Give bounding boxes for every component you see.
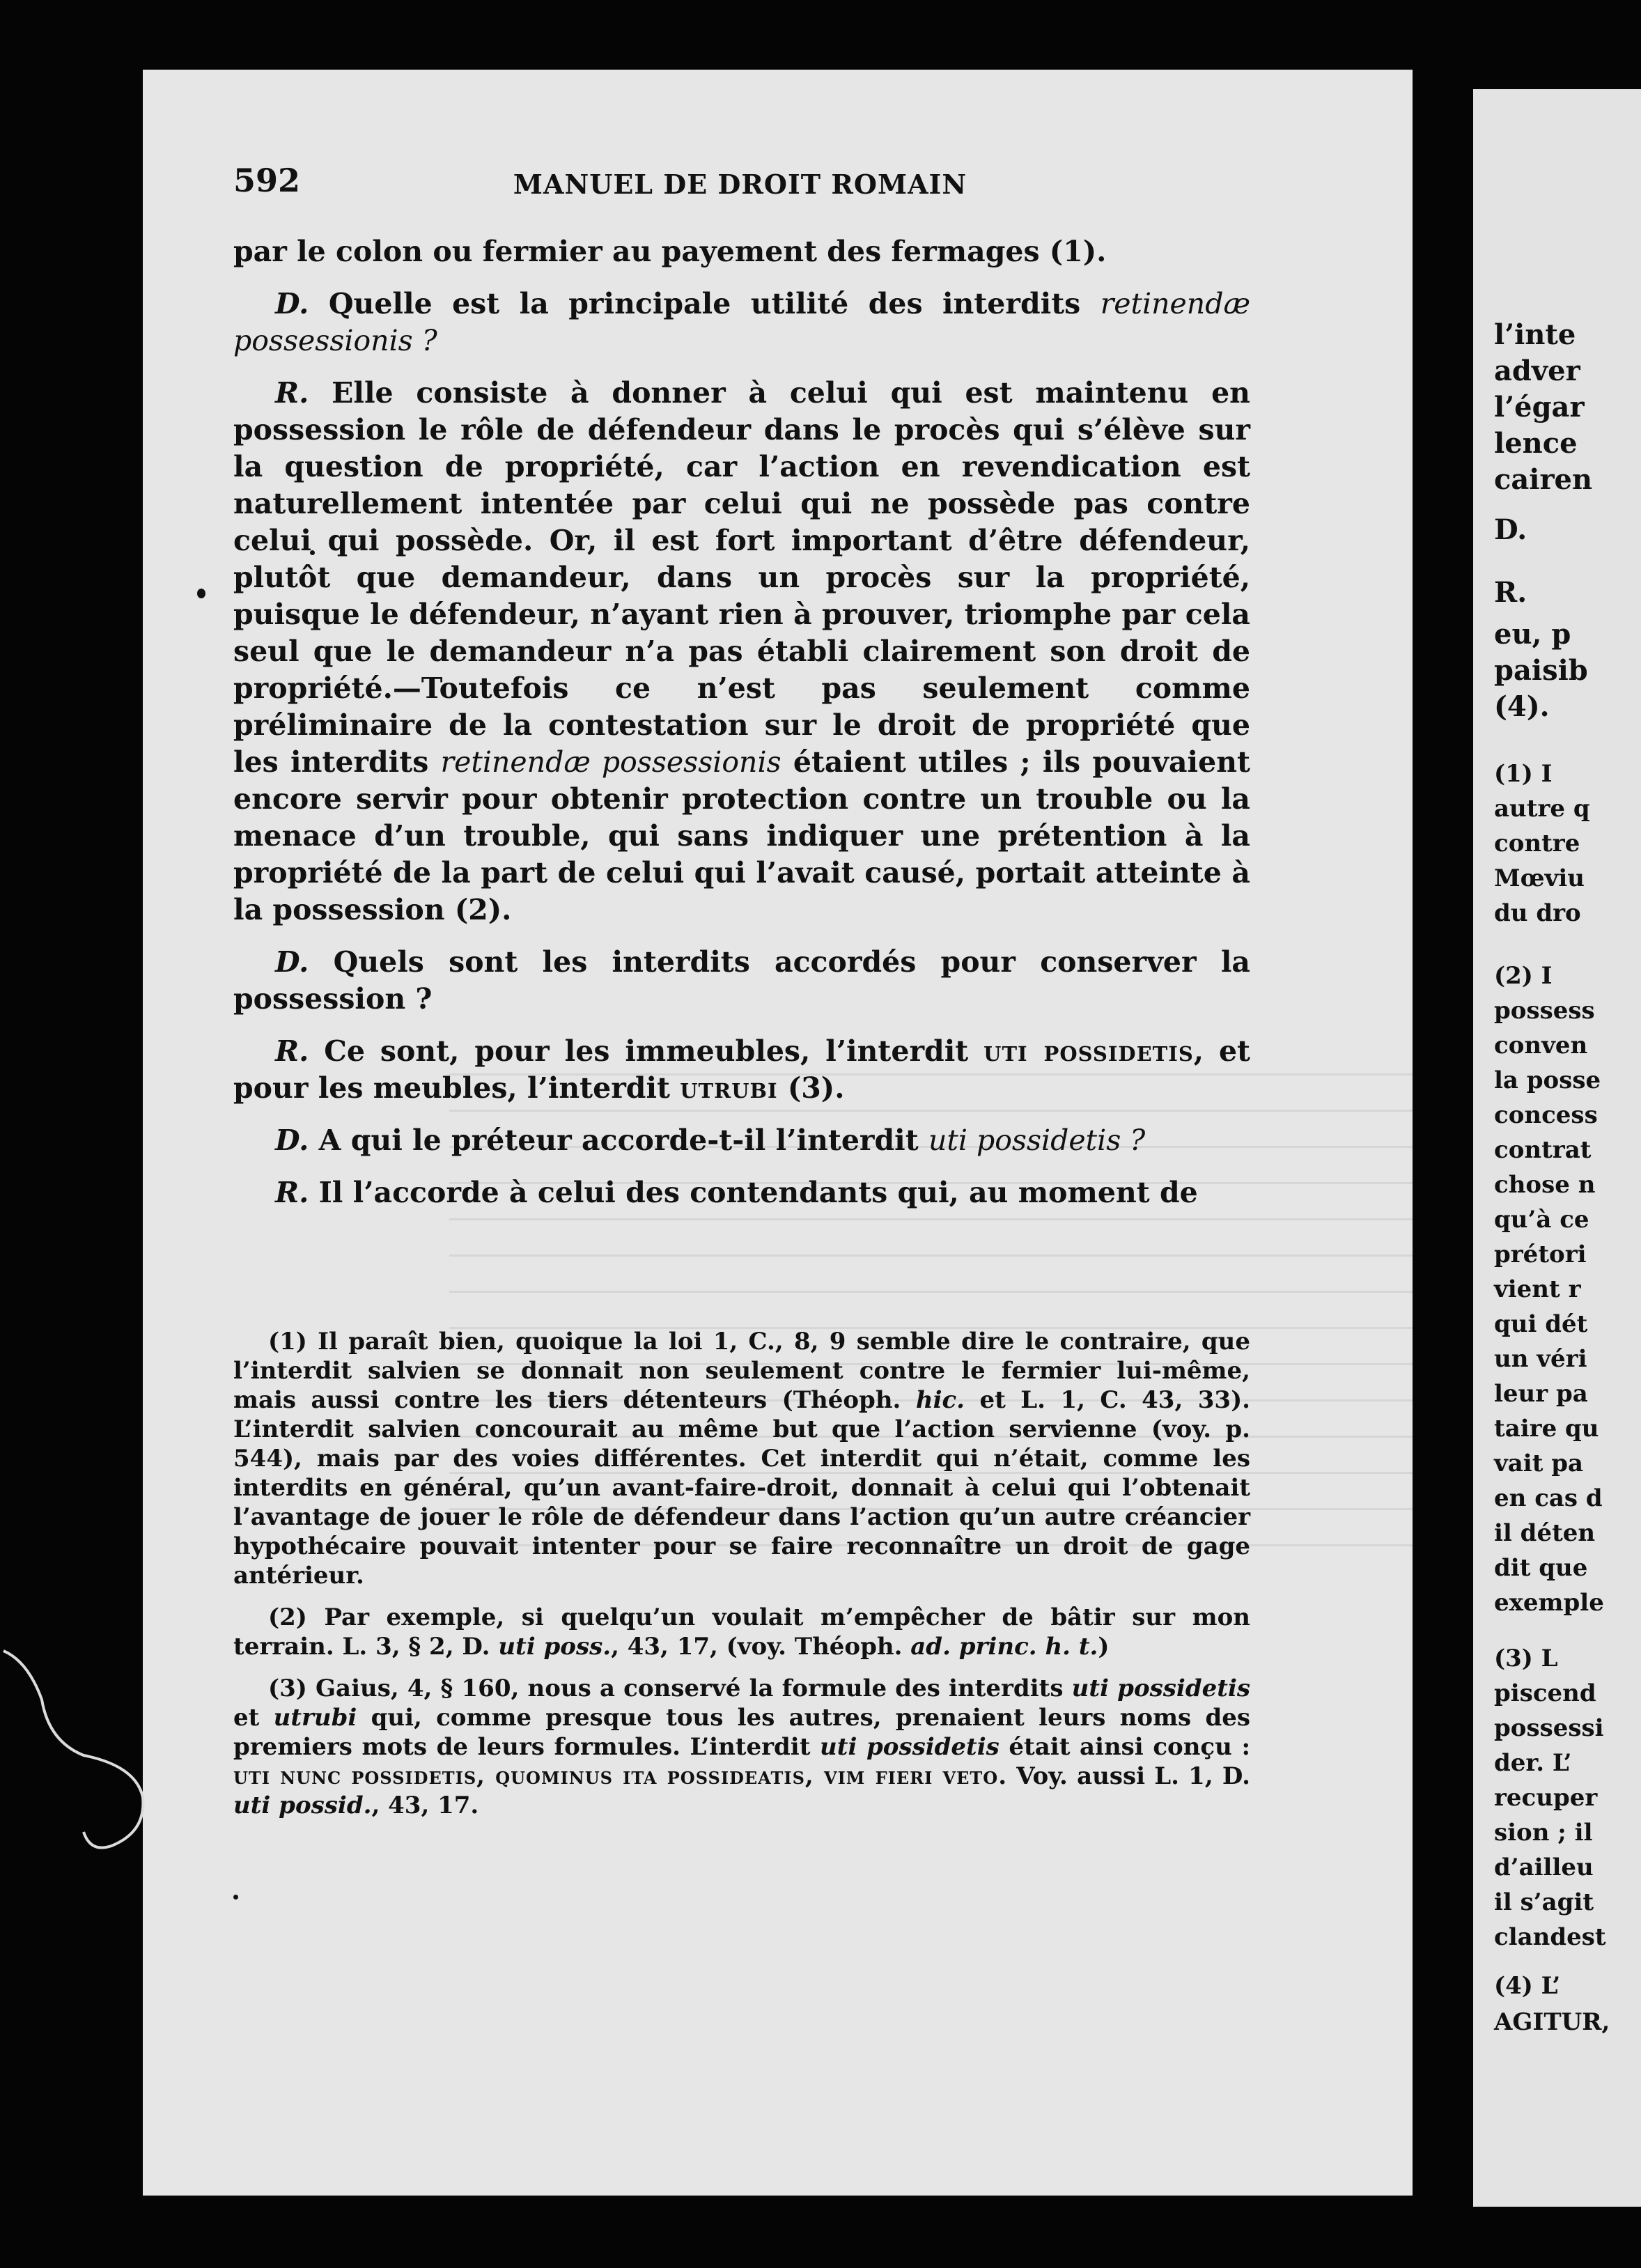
adjacent-page-fragment: R.: [1494, 576, 1527, 609]
adjacent-page-fragment: il déten: [1494, 1519, 1596, 1547]
footnote-text: qui, comme presque tous les autres, prenaient leurs noms des premiers mots de leurs formules. L’interdit: [233, 1704, 1250, 1761]
adjacent-page-fragment: adver: [1494, 355, 1580, 387]
adjacent-page-fragment: sion ; il: [1494, 1819, 1593, 1847]
italic-term: retinendæ possessionis: [440, 745, 781, 779]
adjacent-page-fragment: il s’agit: [1494, 1888, 1594, 1916]
page-number: 592: [233, 162, 301, 199]
adjacent-page-fragment: paisib: [1494, 654, 1588, 687]
adjacent-page-fragment: eu, p: [1494, 618, 1571, 651]
answer-marker: R.: [275, 1176, 309, 1209]
adjacent-page-fragment: (4).: [1494, 690, 1550, 723]
paragraph: [233, 233, 1250, 270]
question-marker: D.: [275, 945, 309, 979]
footnote-text: était ainsi conçu :: [999, 1733, 1250, 1761]
adjacent-page-fragment: dit que: [1494, 1554, 1588, 1582]
adjacent-page-fragment: exemple: [1494, 1589, 1604, 1617]
adjacent-page-fragment: prétori: [1494, 1241, 1587, 1268]
footnote-text: (1) Il paraît bien, quoique la loi 1, C., 8, 9 semble dire le contraire, que l’interdit salvien se donnait non seulement contre le fermier lui-même, mais aussi contre les tiers détenteurs (Théoph.: [233, 1328, 1250, 1414]
adjacent-page-fragment: un véri: [1494, 1345, 1587, 1373]
adjacent-page-fragment: l’inte: [1494, 318, 1576, 351]
italic-term: retinendæ possessionis ?: [233, 287, 1250, 357]
paragraph-text: , et pour les meubles, l’interdit: [233, 1034, 1250, 1105]
ink-speck: [233, 1895, 238, 1900]
adjacent-page-fragment: possessi: [1494, 1714, 1604, 1742]
answer-marker: R.: [275, 376, 309, 410]
paragraph-text: Quelle est la principale utilité des interdits: [309, 287, 1101, 320]
adjacent-page-fragment: clandest: [1494, 1923, 1606, 1951]
small-caps-term: uti nunc possidetis, quominus ita possideatis, vim fieri veto.: [233, 1762, 1008, 1790]
footnote-2: [233, 1603, 1250, 1661]
adjacent-page-fragment: contrat: [1494, 1136, 1592, 1164]
paragraph-text: Il l’accorde à celui des contendants qui, au moment de: [309, 1176, 1198, 1209]
adjacent-page-fragment: l’égar: [1494, 391, 1585, 424]
adjacent-page-fragment: recuper: [1494, 1784, 1598, 1812]
adjacent-page-fragment: chose n: [1494, 1171, 1596, 1199]
small-caps-term: utrubi: [680, 1071, 778, 1105]
main-text: [233, 233, 1250, 1227]
paragraph-text: étaient utiles ; ils pouvaient encore servir pour obtenir protection contre un trouble ou la menace d’un trouble, qui sans indiquer une prétention à la propriété de la part de celui qui l’avait causé, portait atteinte à la possession (2).: [233, 745, 1250, 926]
footnote-text: (2) Par exemple, si quelqu’un voulait m’empêcher de bâtir sur mon terrain. L. 3, § 2, D.: [233, 1603, 1250, 1661]
paragraph-text: Quels sont les interdits accordés pour conserver la possession ?: [233, 945, 1250, 1016]
ink-speck: [197, 589, 205, 598]
adjacent-page-fragment: (2) I: [1494, 962, 1553, 990]
adjacent-page-fragment: la posse: [1494, 1066, 1601, 1094]
question-marker: D.: [275, 287, 309, 320]
small-caps-term: uti possidetis: [983, 1034, 1194, 1068]
italic-term: uti possid.: [233, 1792, 372, 1819]
footnote-text: ): [1098, 1633, 1110, 1661]
footnote-1: [233, 1327, 1250, 1590]
question-paragraph: [233, 286, 1250, 359]
italic-term: utrubi: [273, 1704, 357, 1732]
italic-term: uti possidetis: [1071, 1675, 1250, 1702]
adjacent-page-fragment: possess: [1494, 997, 1595, 1025]
running-head: MANUEL DE DROIT ROMAIN: [513, 169, 967, 200]
adjacent-page-fragment: der. L’: [1494, 1749, 1572, 1777]
question-paragraph: [233, 944, 1250, 1018]
footnote-text: et: [233, 1704, 274, 1732]
adjacent-page-fragment: D.: [1494, 513, 1527, 546]
paragraph-text: par le colon ou fermier au payement des fermages (1).: [233, 235, 1107, 268]
adjacent-page-fragment: d’ailleu: [1494, 1854, 1594, 1881]
adjacent-page-fragment: qui dét: [1494, 1310, 1588, 1338]
question-marker: D.: [275, 1124, 309, 1157]
italic-term: uti possidetis ?: [928, 1124, 1146, 1157]
adjacent-page-fragment: piscend: [1494, 1679, 1596, 1707]
answer-marker: R.: [275, 1034, 309, 1068]
adjacent-page: [1473, 89, 1641, 2207]
italic-term: ad. princ. h. t.: [910, 1633, 1098, 1661]
answer-paragraph: [233, 1033, 1250, 1107]
italic-term: uti poss.: [498, 1633, 612, 1661]
answer-paragraph: [233, 375, 1250, 929]
adjacent-page-fragment: en cas d: [1494, 1484, 1603, 1512]
adjacent-page-fragment: autre q: [1494, 795, 1590, 823]
adjacent-page-fragment: cairen: [1494, 463, 1593, 496]
paragraph-text: Elle consiste à donner à celui qui est maintenu en possession le rôle de défendeur dans le procès qui s’élève sur la question de propriété, car l’action en revendication est naturellement intentée par celui qui ne possède pas contre celui qui possède. Or, il est fort important d’être défendeur, plutôt que demandeur, dans un procès sur la propriété, puisque le défendeur, n’ayant rien à prouver, triomphe par cela seul que le demandeur n’a pas établi clairement son droit de propriété.—Toutefois ce n’est pas seulement comme préliminaire de la contestation sur le droit de propriété que les interdits: [233, 376, 1250, 779]
italic-term: hic.: [915, 1386, 965, 1414]
adjacent-page-fragment: lence: [1494, 427, 1578, 460]
adjacent-page-fragment: du dro: [1494, 899, 1581, 927]
adjacent-page-fragment: contre: [1494, 830, 1580, 857]
footnote-text: (3) Gaius, 4, § 160, nous a conservé la formule des interdits: [268, 1675, 1072, 1702]
footnote-text: , 43, 17.: [371, 1792, 479, 1819]
adjacent-page-fragment: (3) L: [1494, 1645, 1558, 1672]
page-tear-mark: [0, 1623, 195, 1860]
adjacent-page-fragment: vient r: [1494, 1275, 1581, 1303]
paragraph-text: A qui le préteur accorde-t-il l’interdit: [309, 1124, 928, 1157]
adjacent-page-fragment: (4) L’: [1494, 1972, 1561, 2000]
footnotes: [233, 1327, 1250, 1833]
paragraph-text: Ce sont, pour les immeubles, l’interdit: [309, 1034, 984, 1068]
footnote-text: , 43, 17, (voy. Théoph.: [611, 1633, 911, 1661]
question-paragraph: [233, 1122, 1250, 1159]
page-header: [233, 162, 1250, 210]
adjacent-page-fragment: taire qu: [1494, 1415, 1599, 1443]
adjacent-page-fragment: Mœviu: [1494, 864, 1585, 892]
adjacent-page-fragment: (1) I: [1494, 760, 1553, 788]
footnote-3: [233, 1674, 1250, 1820]
footnote-text: et L. 1, C. 43, 33). L’interdit salvien concourait au même but que l’action servienne (voy. p. 544), mais par des voies différentes. Cet interdit qui n’était, comme les interdits en général, qu’un avant-faire-droit, donnait à celui qui l’obtenait l’avantage de jouer le rôle de défendeur dans l’action qu’un autre créancier hypothécaire pouvait intenter pour se faire reconnaître un droit de gage antérieur.: [233, 1386, 1250, 1590]
italic-term: uti possidetis: [820, 1733, 1000, 1761]
adjacent-page-fragment: leur pa: [1494, 1380, 1588, 1408]
answer-paragraph: [233, 1174, 1250, 1211]
adjacent-page-fragment: qu’à ce: [1494, 1206, 1589, 1234]
paragraph-text: (3).: [777, 1071, 845, 1105]
adjacent-page-fragment: concess: [1494, 1101, 1598, 1129]
footnote-text: Voy. aussi L. 1, D.: [1007, 1762, 1250, 1790]
adjacent-page-fragment: AGITUR,: [1494, 2008, 1610, 2036]
adjacent-page-fragment: conven: [1494, 1032, 1588, 1059]
adjacent-page-fragment: vait pa: [1494, 1450, 1584, 1477]
